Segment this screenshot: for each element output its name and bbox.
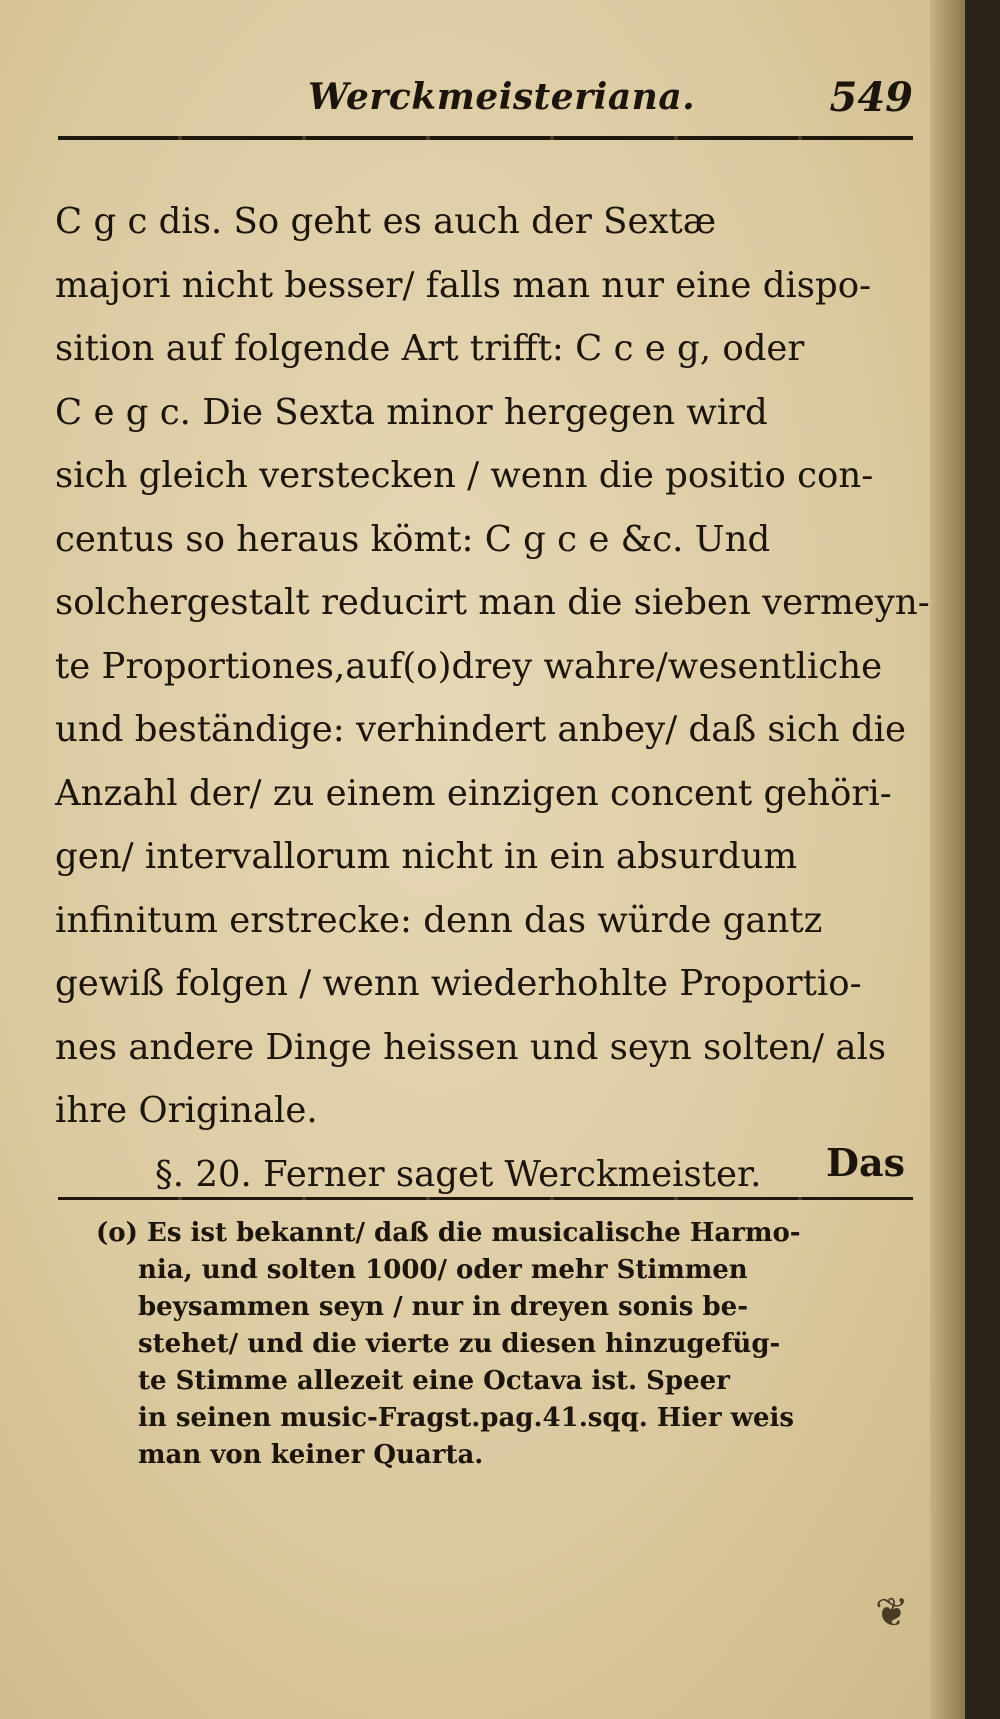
- footnote-line: nia, und solten 1000/ oder mehr Stimmen: [138, 1255, 748, 1285]
- text-line: centus so heraus kömt: C g c e &c. Und: [55, 518, 771, 560]
- page-header: [58, 70, 913, 130]
- text-line: sition auf folgende Art trifft: C c e g, oder: [55, 328, 805, 369]
- header-rule: [58, 136, 913, 140]
- text-line: majori nicht besser/ falls man nur eine dispo-: [55, 264, 872, 306]
- text-line: gewiß folgen / wenn wiederhohlte Proportio-: [55, 963, 862, 1004]
- text-line: ihre Originale.: [55, 1090, 318, 1131]
- text-line: te Proportiones,auf(o)drey wahre/wesentliche: [55, 645, 883, 687]
- running-title: Werckmeisteriana.: [308, 76, 696, 118]
- footnote-rule: [58, 1197, 913, 1200]
- footnote: [96, 1215, 926, 1474]
- text-line: Anzahl der/ zu einem einzigen concent gehöri-: [55, 772, 892, 814]
- text-line: solchergestalt reducirt man die sieben vermeyn-: [55, 582, 930, 623]
- footnote-line: man von keiner Quarta.: [138, 1440, 484, 1470]
- footnote-line: stehet/ und die vierte zu diesen hinzugefüg-: [138, 1329, 781, 1359]
- text-line: sich gleich verstecken / wenn die positio con-: [55, 455, 874, 496]
- text-line: nes andere Dinge heissen und seyn solten/ als: [55, 1026, 887, 1068]
- text-line: C e g c. Die Sexta minor hergegen wird: [55, 391, 768, 433]
- text-line: gen/ intervallorum nicht in ein absurdum: [55, 836, 798, 877]
- section-heading: §. 20. Ferner saget Werckmeister.: [155, 1153, 762, 1195]
- footnote-line: beysammen seyn / nur in dreyen sonis be-: [138, 1292, 748, 1322]
- catchword: Das: [826, 1140, 905, 1185]
- text-line: infinitum erstrecke: denn das würde gantz: [55, 899, 823, 941]
- footnote-line: (o) Es ist bekannt/ daß die musicalische Harmo-: [96, 1218, 801, 1248]
- footnote-line: in seinen music-Fragst.pag.41.sqq. Hier weis: [138, 1403, 795, 1433]
- main-text: [55, 190, 930, 1206]
- text-line: C g c dis. So geht es auch der Sextæ: [55, 201, 717, 242]
- page-edge-shadow: [930, 0, 965, 1719]
- text-line: und beständige: verhindert anbey/ daß sich die: [55, 709, 907, 750]
- footnote-line: te Stimme allezeit eine Octava ist. Speer: [138, 1366, 730, 1396]
- printer-ornament-icon: ❦: [875, 1590, 909, 1636]
- page-number: 549: [829, 74, 913, 121]
